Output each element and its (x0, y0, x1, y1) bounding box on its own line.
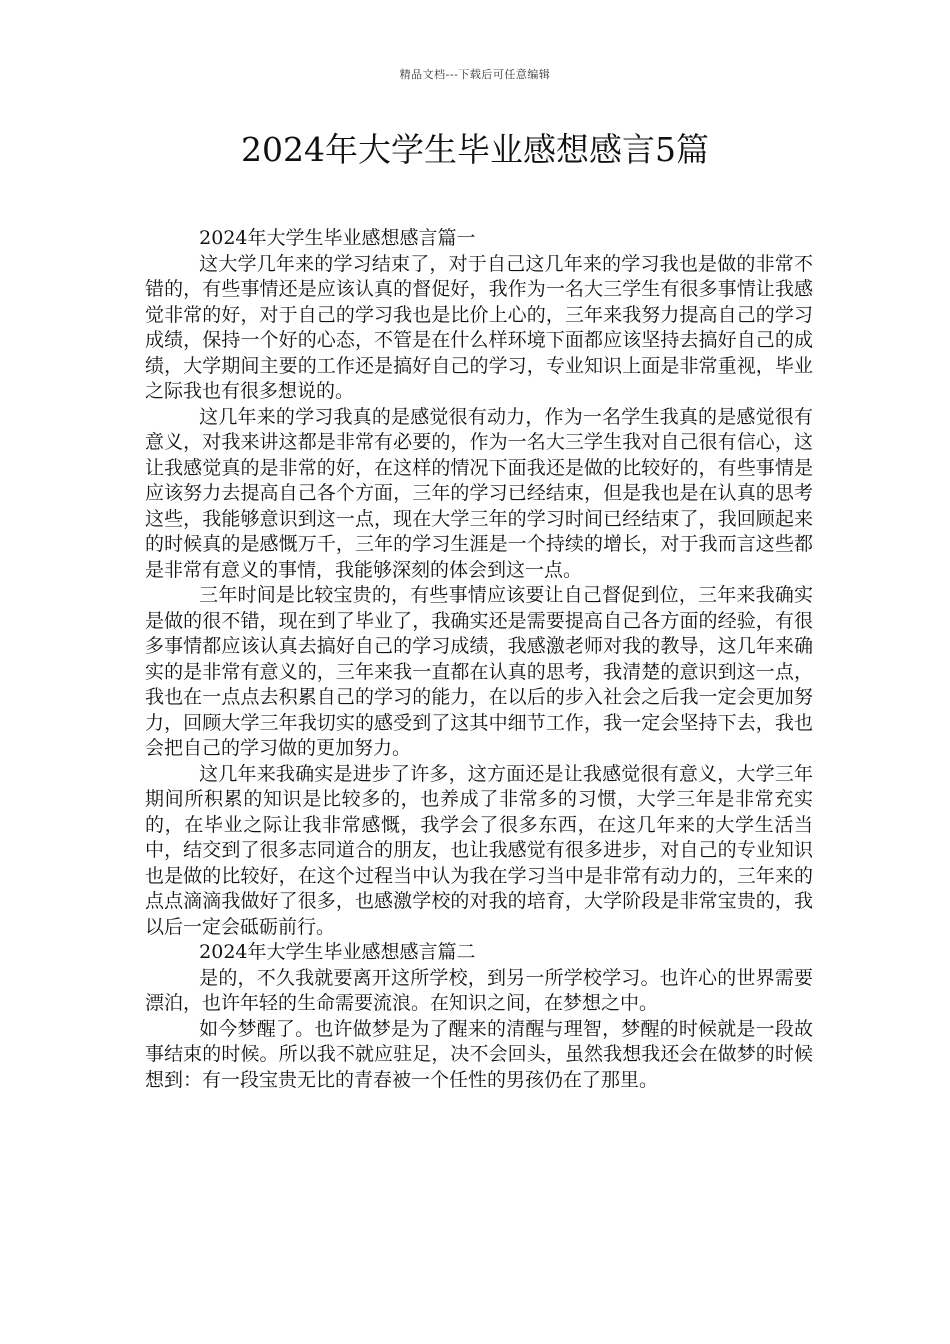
document-title: 2024年大学生毕业感想感言5篇 (241, 130, 709, 169)
paragraph: 三年时间是比较宝贵的，有些事情应该要让自己督促到位，三年来我确实是做的很不错，现在到了毕业了，我确实还是需要提高自己各方面的经验，有很多事情都应该认真去搞好自己的学习成绩，我感激老师对我的教导，这几年来确实的是非常有意义的，三年来我一直都在认真的思考，我清楚的意识到这一点，我也在一点点去积累自己的学习的能力，在以后的步入社会之后我一定会更加努力，回顾大学三年我切实的感受到了这其中细节工作，我一定会坚持下去，我也会把自己的学习做的更加努力。 (145, 584, 813, 759)
page-header-note: 精品文档---下载后可任意编辑 (399, 68, 551, 81)
paragraph: 这几年来我确实是进步了许多，这方面还是让我感觉很有意义，大学三年期间所积累的知识是比较多的，也养成了非常多的习惯，大学三年是非常充实的，在毕业之际让我非常感慨，我学会了很多东西，在这几年来的大学生活当中，结交到了很多志同道合的朋友，也让我感觉有很多进步，对自己的专业知识也是做的比较好，在这个过程当中认为我在学习当中是非常有动力的，三年来的点点滴滴我做好了很多，也感激学校的对我的培育，大学阶段是非常宝贵的，我以后一定会砥砺前行。 (145, 762, 813, 938)
paragraph: 是的，不久我就要离开这所学校，到另一所学校学习。也许心的世界需要漂泊，也许年轻的生命需要流浪。在知识之间，在梦想之中。 (145, 966, 813, 1014)
section-heading-1: 2024年大学生毕业感想感言篇一 (199, 227, 476, 249)
paragraph: 这大学几年来的学习结束了，对于自己这几年来的学习我也是做的非常不错的，有些事情还是应该认真的督促好，我作为一名大三学生有很多事情让我感觉非常的好，对于自己的学习我也是比价上心的，三年来我努力提高自己的学习成绩，保持一个好的心态，不管是在什么样环境下面都应该坚持去搞好自己的成绩，大学期间主要的工作还是搞好自己的学习，专业知识上面是非常重视，毕业之际我也有很多想说的。 (145, 252, 813, 402)
paragraph: 如今梦醒了。也许做梦是为了醒来的清醒与理智，梦醒的时候就是一段故事结束的时候。所以我不就应驻足，决不会回头，虽然我想我还会在做梦的时候想到：有一段宝贵无比的青春被一个任性的男孩仍在了那里。 (145, 1017, 813, 1091)
document-body (145, 226, 813, 1093)
paragraph: 这几年来的学习我真的是感觉很有动力，作为一名学生我真的是感觉很有意义，对我来讲这都是非常有必要的，作为一名大三学生我对自己很有信心，这让我感觉真的是非常的好，在这样的情况下面我还是做的比较好的，有些事情是应该努力去提高自己各个方面，三年的学习已经结束，但是我也是在认真的思考这些，我能够意识到这一点，现在大学三年的学习时间已经结束了，我回顾起来的时候真的是感慨万千，三年的学习生涯是一个持续的增长，对于我而言这些都是非常有意义的事情，我能够深刻的体会到这一点。 (145, 405, 813, 581)
section-heading-2: 2024年大学生毕业感想感言篇二 (199, 941, 476, 963)
